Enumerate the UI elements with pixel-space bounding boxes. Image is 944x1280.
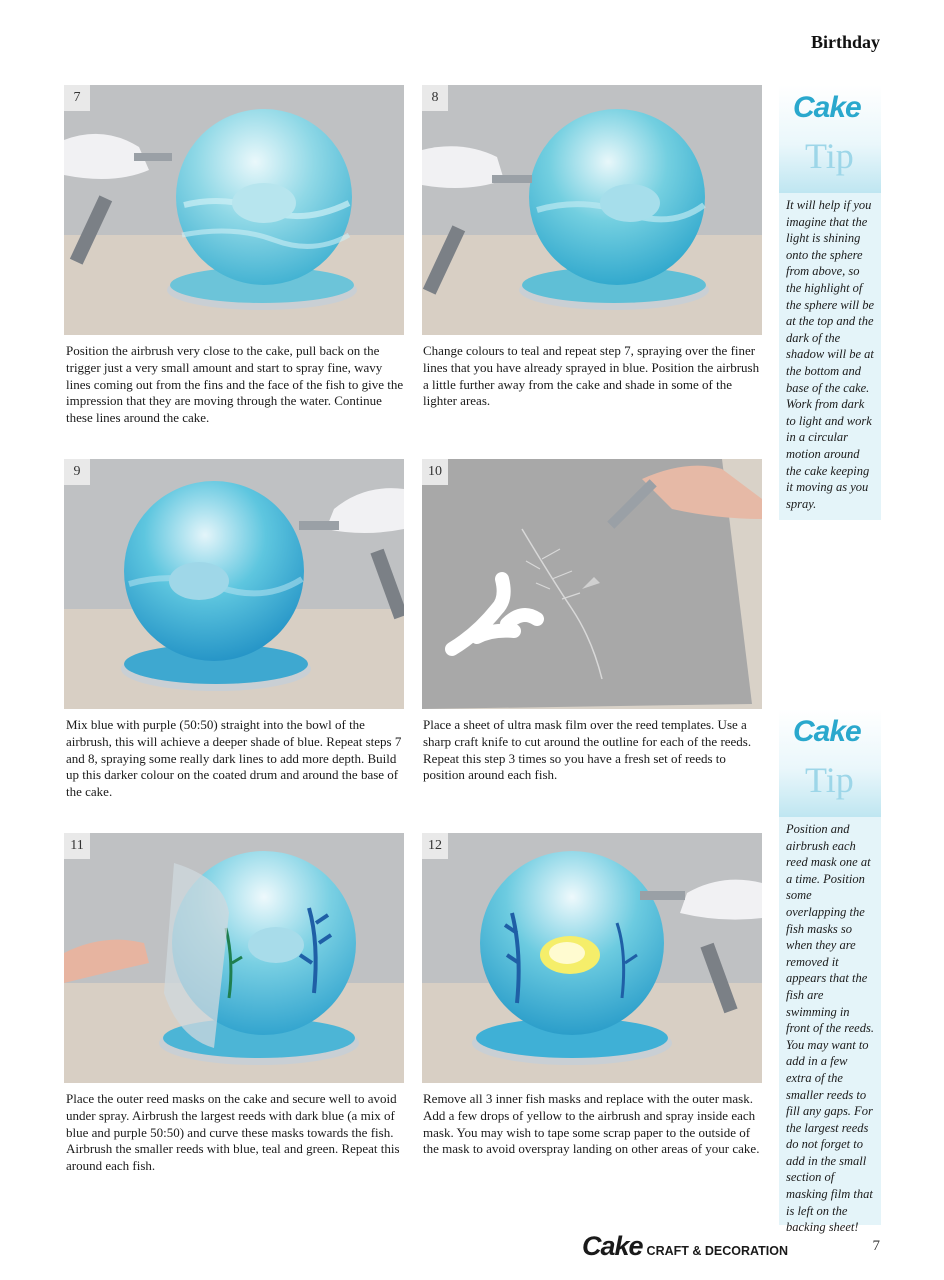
tip-brand-logo: Cake bbox=[793, 91, 861, 124]
page-number: 7 bbox=[872, 1238, 880, 1254]
cake-tip-box-2 bbox=[779, 709, 881, 1235]
step-9-text: Mix blue with purple (50:50) straight into the bowl of the airbrush, this will achieve a deeper shade of blue. Repeat steps 7 and 8, spraying some really dark lines to add more depth. Build up this darker colour on the coated drum and around the base of the cake. bbox=[66, 717, 402, 800]
footer-logo bbox=[582, 1231, 788, 1262]
step-number: 12 bbox=[422, 833, 448, 859]
tip-label: Tip bbox=[805, 760, 854, 800]
step-number: 11 bbox=[64, 833, 90, 859]
step-number: 8 bbox=[422, 85, 448, 111]
section-title: Birthday bbox=[810, 32, 880, 52]
step-7-text: Position the airbrush very close to the cake, pull back on the trigger just a very small amount and start to spray fine, wavy lines coming out from the fins and the face of the fish to give the impression that they are moving through the water. Continue these lines around the cake. bbox=[66, 343, 404, 426]
step-11-text: Place the outer reed masks on the cake and secure well to avoid under spray. Airbrush the largest reeds with dark blue (a mix of blue and purple 50:50) and curve these masks towards the fish. Airbrush the smaller reeds with blue, teal and green. Repeat this around each fish. bbox=[66, 1091, 400, 1174]
tip-text: It will help if you imagine that the light is shining onto the sphere from above, so the highlight of the sphere will be at the top and the dark of the shadow will be at the bottom and base of the cake. Work from dark to light and work in a circular motion around the cake keeping it moving as you spray. bbox=[786, 198, 875, 511]
tip-label: Tip bbox=[805, 136, 854, 176]
step-10-text: Place a sheet of ultra mask film over the reed templates. Use a sharp craft knife to cut around the outline for each of the reeds. Repeat this step 3 times so you have a fresh set of reeds to position around each fish. bbox=[423, 717, 752, 783]
tip-brand-logo: Cake bbox=[793, 715, 861, 748]
step-8-photo bbox=[422, 85, 762, 335]
step-8-text: Change colours to teal and repeat step 7, spraying over the finer lines that you have already sprayed in blue. Position the airbrush a little further away from the cake and shade in some of the lighter areas. bbox=[423, 343, 760, 409]
tip-header bbox=[779, 85, 881, 193]
cake-tip-box-1 bbox=[779, 85, 881, 520]
step-9-photo bbox=[64, 459, 404, 709]
footer-brand: Cake bbox=[582, 1231, 643, 1261]
footer-tagline: CRAFT & DECORATION bbox=[646, 1244, 788, 1258]
step-12-text: Remove all 3 inner fish masks and replace with the outer mask. Add a few drops of yellow to the airbrush and spray inside each mask. You may wish to tape some scrap paper to the outside of the mask to avoid overspray landing on other areas of your cake. bbox=[423, 1091, 760, 1157]
step-number: 10 bbox=[422, 459, 448, 485]
tip-text: Position and airbrush each reed mask one at a time. Position some overlapping the fish masks so when they are removed it appears that the fish are swimming in front of the reeds. You may want to add in a few extra of the smaller reeds to fill any gaps. For the largest reeds do not forget to add in the small section of masking film that is left on the backing sheet! bbox=[786, 822, 874, 1235]
step-number: 7 bbox=[64, 85, 90, 111]
step-11-photo bbox=[64, 833, 404, 1083]
step-12-photo bbox=[422, 833, 762, 1083]
tip-header bbox=[779, 709, 881, 817]
step-7-photo bbox=[64, 85, 404, 335]
step-number: 9 bbox=[64, 459, 90, 485]
step-10-photo bbox=[422, 459, 762, 709]
